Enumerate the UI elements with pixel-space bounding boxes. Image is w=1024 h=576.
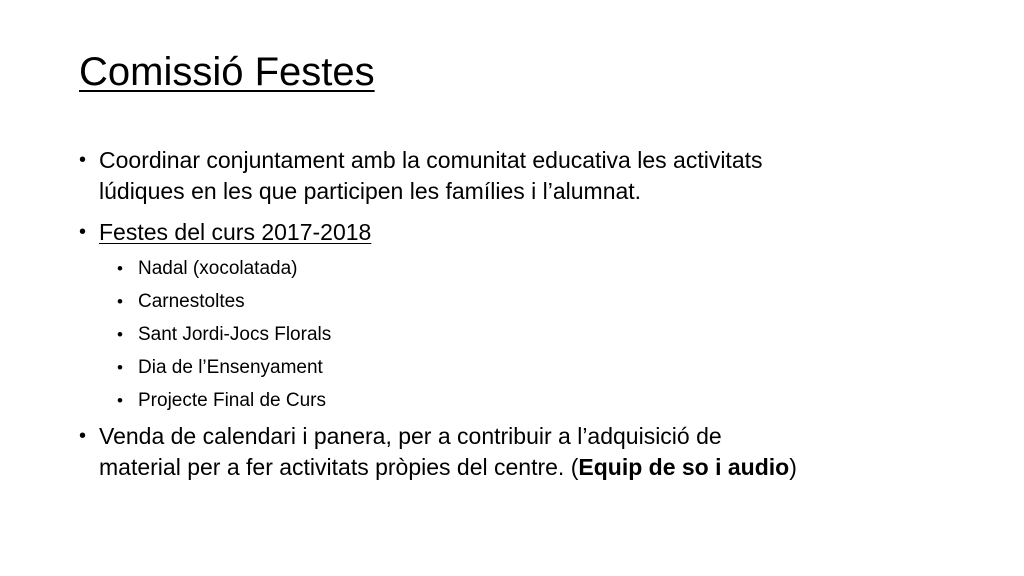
bullet-icon: • xyxy=(117,292,123,311)
sub-item-label: Nadal (xocolatada) xyxy=(138,258,298,279)
bullet-text-line: lúdiques en les que participen les famílies i l’alumnat. xyxy=(99,178,642,204)
bullet-icon: • xyxy=(117,259,123,278)
sub-item-label: Dia de l’Ensenyament xyxy=(138,357,323,378)
sub-list-item xyxy=(117,252,939,285)
bullet-icon: • xyxy=(117,358,123,377)
bullet-icon: • xyxy=(117,325,123,344)
sub-item-label: Sant Jordi-Jocs Florals xyxy=(138,324,332,345)
festes-heading: Festes del curs 2017-2018 xyxy=(99,219,372,245)
sub-item-label: Projecte Final de Curs xyxy=(138,390,326,411)
bullet-text-line: Venda de calendari i panera, per a contribuir a l’adquisició de xyxy=(99,423,722,449)
sub-item-label: Carnestoltes xyxy=(138,291,245,312)
bullet-item-festes xyxy=(79,217,939,417)
text-suffix: ) xyxy=(789,454,797,480)
bullet-item-venda xyxy=(79,421,939,483)
bullet-icon: • xyxy=(79,425,87,447)
bullet-icon: • xyxy=(79,221,87,243)
sub-list-item xyxy=(117,318,939,351)
bullet-text-line xyxy=(99,452,939,483)
text-prefix: material per a fer activitats pròpies del centre. ( xyxy=(99,454,579,480)
festes-sub-list xyxy=(117,252,939,417)
bold-emphasis-text: Equip de so i audio xyxy=(578,454,790,480)
slide-title: Comissió Festes xyxy=(79,50,375,94)
bullet-icon: • xyxy=(117,391,123,410)
sub-list-item xyxy=(117,351,939,384)
sub-list-item xyxy=(117,285,939,318)
bullet-text-line: Coordinar conjuntament amb la comunitat educativa les activitats xyxy=(99,147,763,173)
bullet-item-coordinate xyxy=(79,145,939,207)
sub-list-item xyxy=(117,384,939,417)
bullet-list xyxy=(79,145,939,483)
bullet-icon: • xyxy=(79,149,87,171)
